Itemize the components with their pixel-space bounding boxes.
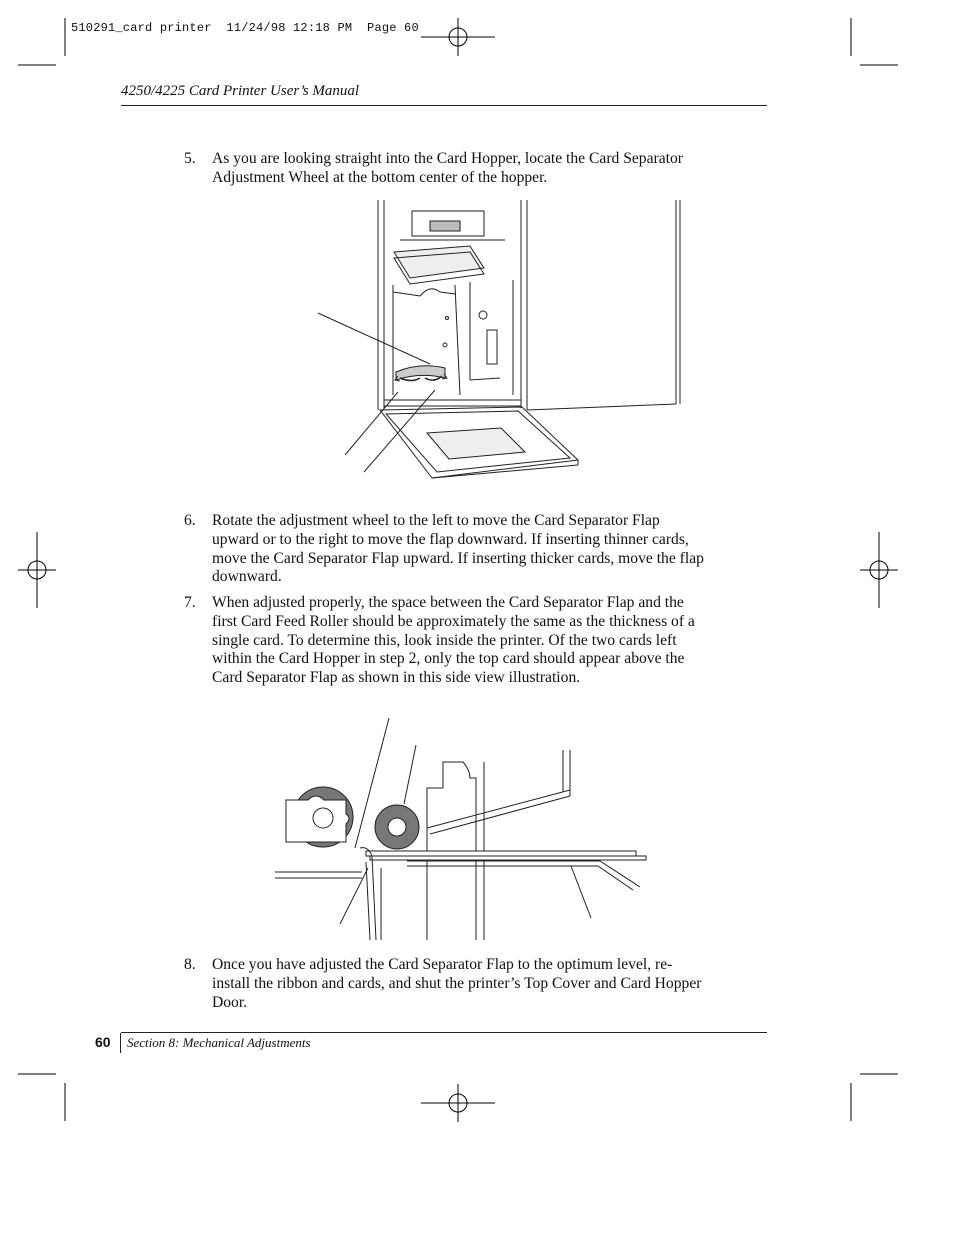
footer-rule: [121, 1032, 767, 1033]
step-text: [212, 956, 768, 1012]
step-line: Rotate the adjustment wheel to the left to move the Card Separator Flap: [212, 512, 660, 529]
step-8: [184, 956, 774, 1016]
step-line: Once you have adjusted the Card Separator Flap to the optimum level, re-: [212, 956, 673, 973]
step-line: single card. To determine this, look inside the printer. Of the two cards left: [212, 631, 677, 649]
step-line: within the Card Hopper in step 2, only the top card should appear above the: [212, 650, 685, 668]
footer-divider: [120, 1033, 121, 1053]
page-number: 60: [95, 1034, 111, 1050]
step-line: move the Card Separator Flap upward. If inserting thicker cards, move the flap: [212, 549, 704, 567]
step-line: Card Separator Flap as shown in this side view illustration.: [212, 669, 581, 687]
step-number: 5.: [184, 150, 196, 167]
step-line: As you are looking straight into the Card Hopper, locate the Card Separator: [212, 150, 683, 167]
step-line: Adjustment Wheel at the bottom center of the hopper.: [212, 168, 548, 186]
step-line: first Card Feed Roller should be approximately the same as the thickness of a: [212, 612, 695, 630]
print-slug: 510291_card printer 11/24/98 12:18 PM Page 60: [71, 21, 419, 35]
step-line: install the ribbon and cards, and shut the printer’s Top Cover and Card Hopper: [212, 974, 702, 992]
step-number: 7.: [184, 594, 196, 611]
step-number: 8.: [184, 956, 196, 973]
running-head: 4250/4225 Card Printer User’s Manual: [121, 83, 360, 99]
section-label: Section 8: Mechanical Adjustments: [127, 1035, 311, 1050]
step-number: 6.: [184, 512, 196, 529]
step-line: Door.: [212, 993, 248, 1011]
step-line: downward.: [212, 568, 282, 586]
step-line: When adjusted properly, the space between the Card Separator Flap and the: [212, 594, 684, 611]
step-line: upward or to the right to move the flap downward. If inserting thinner cards,: [212, 530, 689, 548]
